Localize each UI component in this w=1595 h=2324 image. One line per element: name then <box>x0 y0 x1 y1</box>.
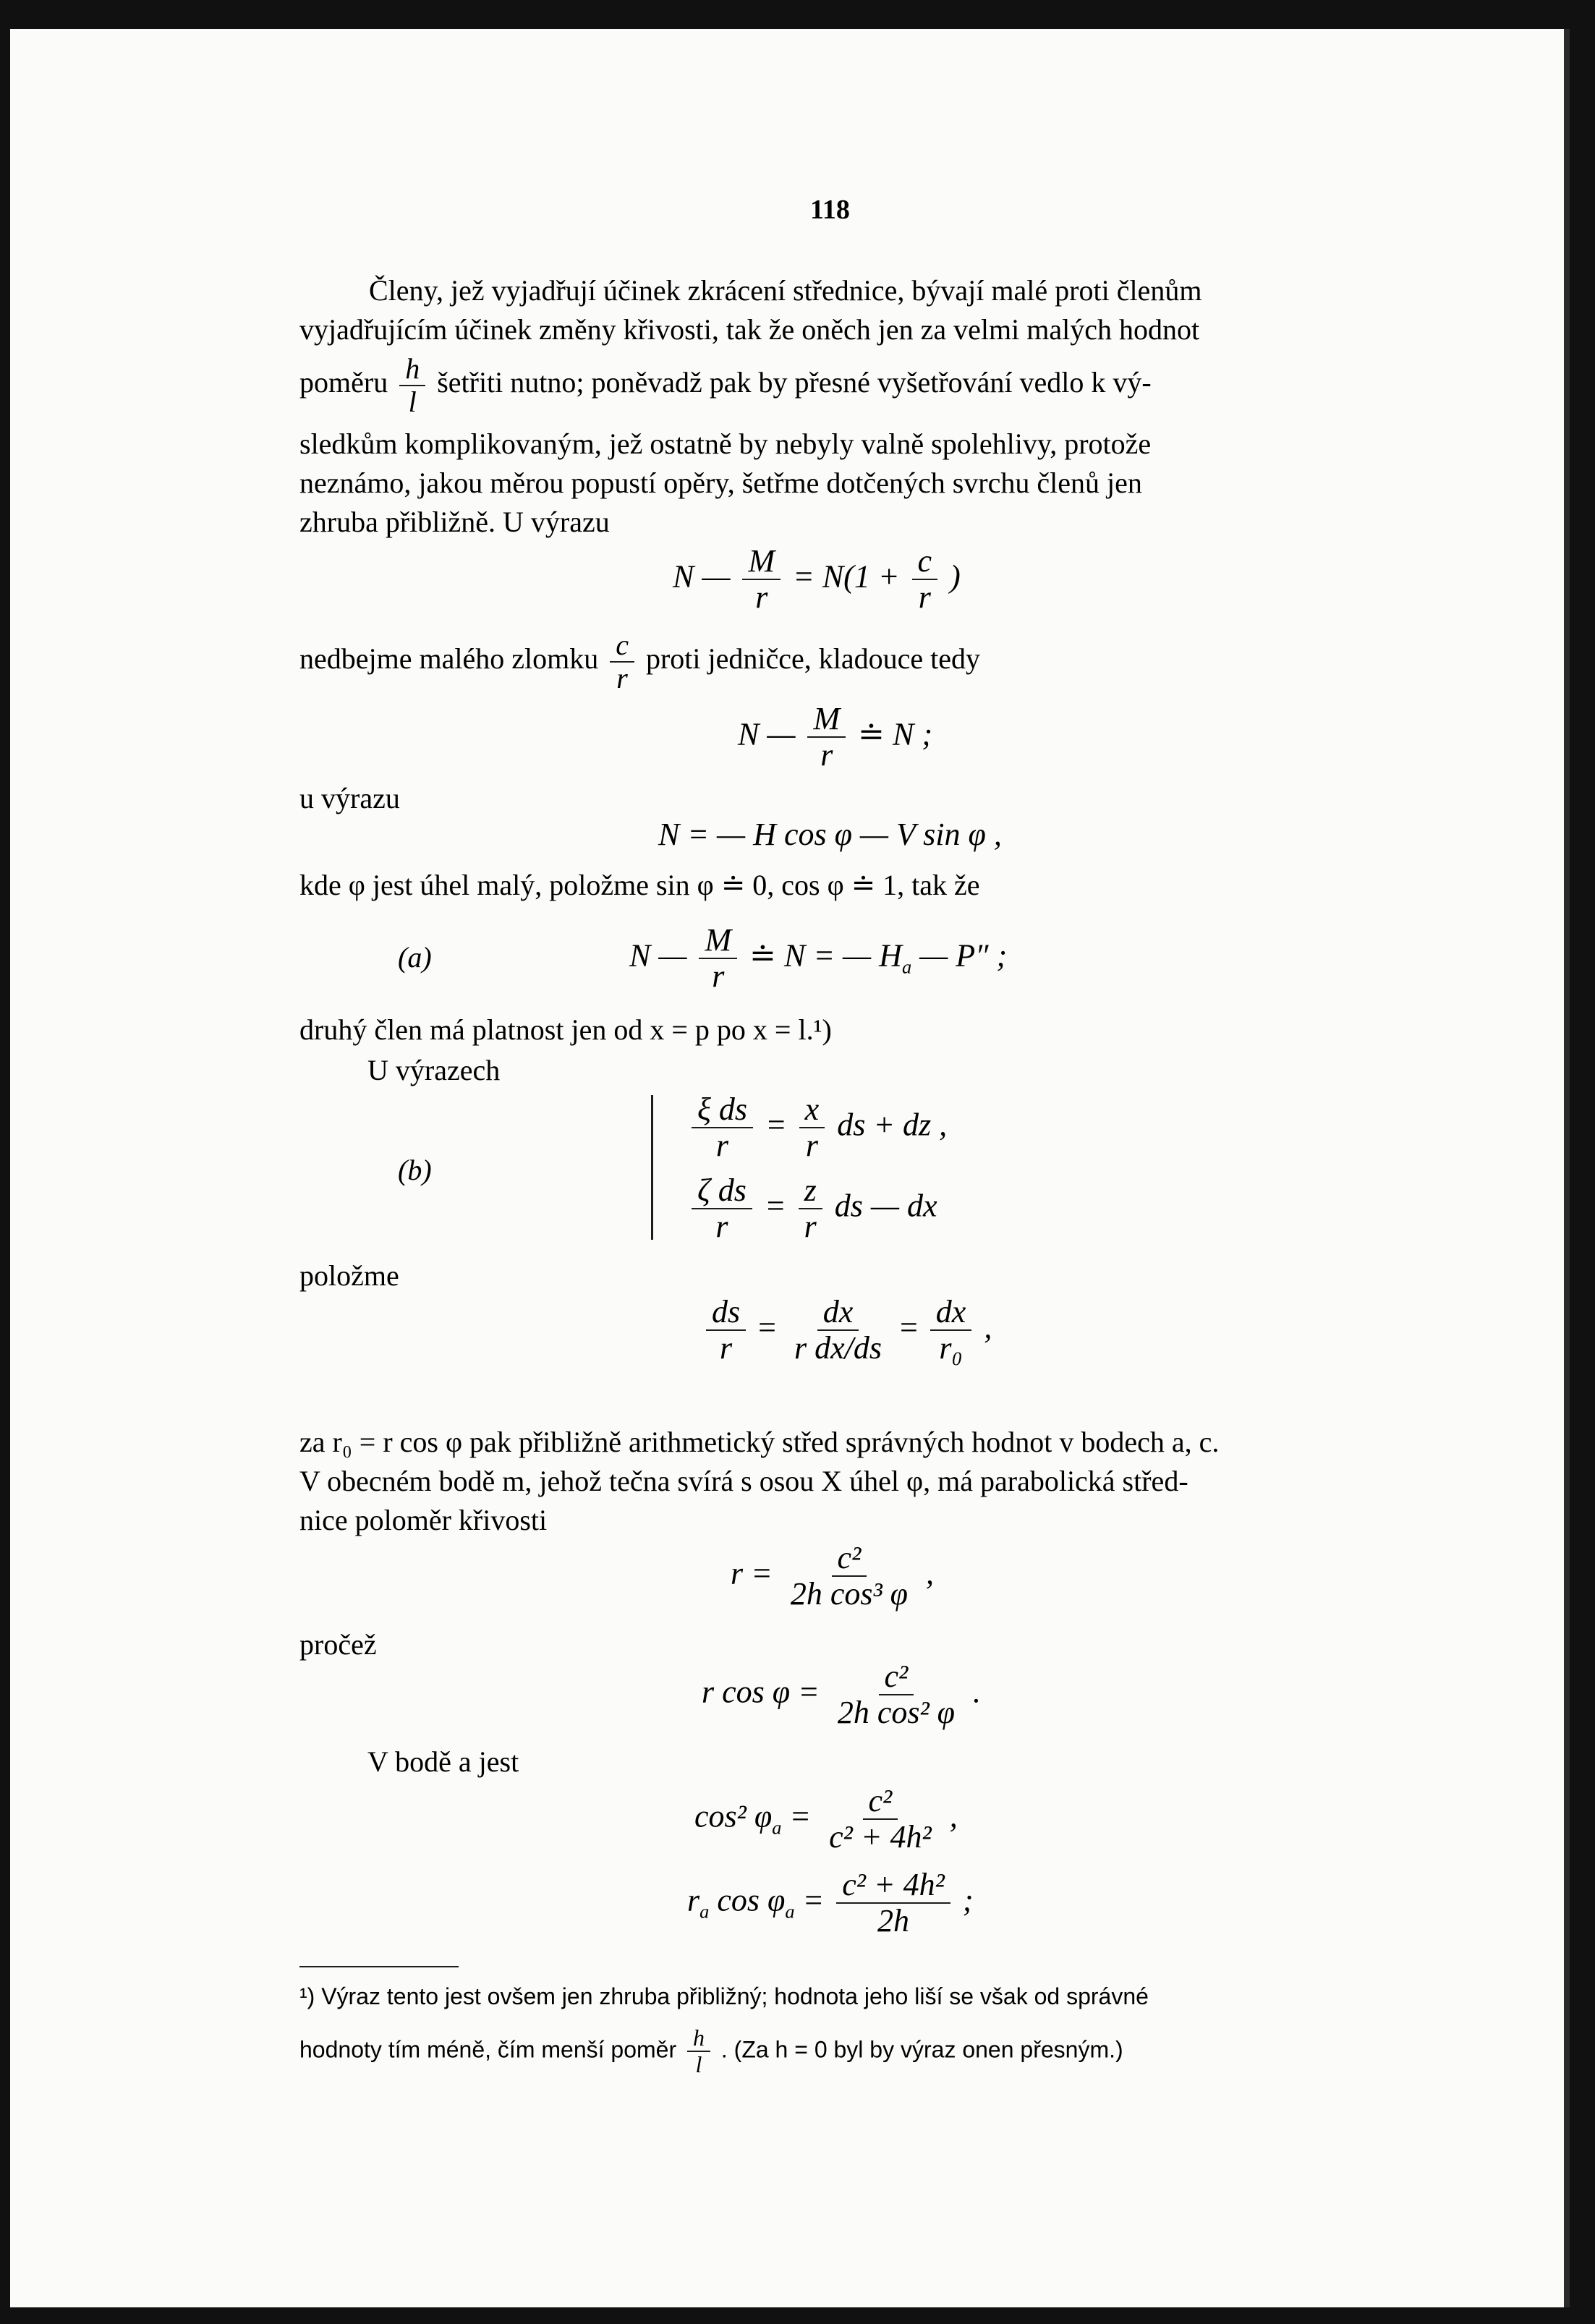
paragraph-line: poměru $\frac{h}{l}$ šetřiti nutno; poněvadž pak by přesné vyšetřování vedlo k vý- <box>299 352 1152 418</box>
equation-1: N — $\frac{M}{r}$ = N(1 + $\frac{c}{r}$ ) <box>673 543 961 616</box>
page-number: 118 <box>810 195 850 225</box>
text-label: pročež <box>299 1628 377 1661</box>
paragraph-line: nice poloměr křivosti <box>299 1504 548 1536</box>
paragraph-line: nedbejme malého zlomku $\frac{c}{r}$ proti jedničce, kladouce tedy <box>299 629 980 694</box>
equation-label: (a) <box>398 941 432 974</box>
equation-f: cos² $\varphi_a$ = $\frac{\text{c²}}{\text{c² + 4h²}}$ , <box>694 1783 958 1855</box>
paragraph-line: sledkům komplikovaným, jež ostatně by nebyly valně spolehlivy, protože <box>299 427 1152 460</box>
equation-2: N — $\frac{M}{r}$ ≐ N ; <box>738 701 933 773</box>
equation-brace <box>651 1095 668 1240</box>
text-label: položme <box>299 1259 399 1292</box>
paragraph-line: kde φ jest úhel malý, položme sin φ ≐ 0, cos φ ≐ 1, tak že <box>299 869 980 901</box>
equation-a: N — $\frac{M}{r}$ ≐ N = — $H_a$ — P″ ; <box>629 922 1008 995</box>
equation-b-row-2: $\frac{\text{ζ ds}}{r}$ = $\frac{z}{r}$ ds — dx <box>687 1173 937 1245</box>
equation-b-row-1: $\frac{\text{ξ ds}}{r}$ = $\frac{x}{r}$ ds + dz , <box>687 1092 947 1164</box>
text-label: u výrazu <box>299 782 400 814</box>
paragraph-line: Členy, jež vyjadřují účinek zkrácení střednice, bývají malé proti členům <box>369 274 1202 307</box>
footnote-line: hodnoty tím méně, čím menší poměr $\frac{h}{l}$ . (Za h = 0 byl by výraz onen přesným.) <box>299 2025 1123 2078</box>
footnote-rule <box>299 1966 459 1967</box>
paragraph-line: za r₀ = r cos φ pak přibližně arithmetický střed správných hodnot v bodech a, c. <box>299 1426 1220 1458</box>
paragraph-line: druhý člen má platnost jen od x = p po x = l.¹) <box>299 1013 832 1046</box>
equation-e: r cos φ = $\frac{\text{c²}}{\text{2h cos² φ}}$ . <box>702 1659 981 1731</box>
equation-3: N = — H cos φ — V sin φ , <box>658 817 1002 852</box>
page-edge <box>1564 29 1570 2307</box>
paragraph-line: U výrazech <box>367 1054 501 1086</box>
paragraph-line: vyjadřujícím účinek změny křivosti, tak že oněch jen za velmi malých hodnot <box>299 313 1200 346</box>
equation-label: (b) <box>398 1154 432 1186</box>
paragraph-line: zhruba přibližně. U výrazu <box>299 506 610 538</box>
paragraph-line: V obecném bodě m, jehož tečna svírá s osou X úhel φ, má parabolická střed- <box>299 1465 1188 1497</box>
paragraph-line: neznámo, jakou měrou popustí opěry, šetřme dotčených svrchu členů jen <box>299 467 1142 499</box>
equation-g: $r_a$ $\cos \varphi_a$ = $\frac{\text{c² + 4h²}}{2h}$ ; <box>687 1867 974 1939</box>
text-label: V bodě a jest <box>367 1745 519 1778</box>
equation-d: r = $\frac{\text{c²}}{\text{2h cos³ φ}}$ , <box>731 1540 935 1612</box>
equation-c: $\frac{ds}{r}$ = $\frac{dx}{\text{r dx/ds}}$ = $\frac{dx}{\text{r₀}}$ , <box>702 1295 992 1366</box>
footnote-line: ¹) Výraz tento jest ovšem jen zhruba přibližný; hodnota jeho liší se však od správné <box>299 1983 1149 2009</box>
